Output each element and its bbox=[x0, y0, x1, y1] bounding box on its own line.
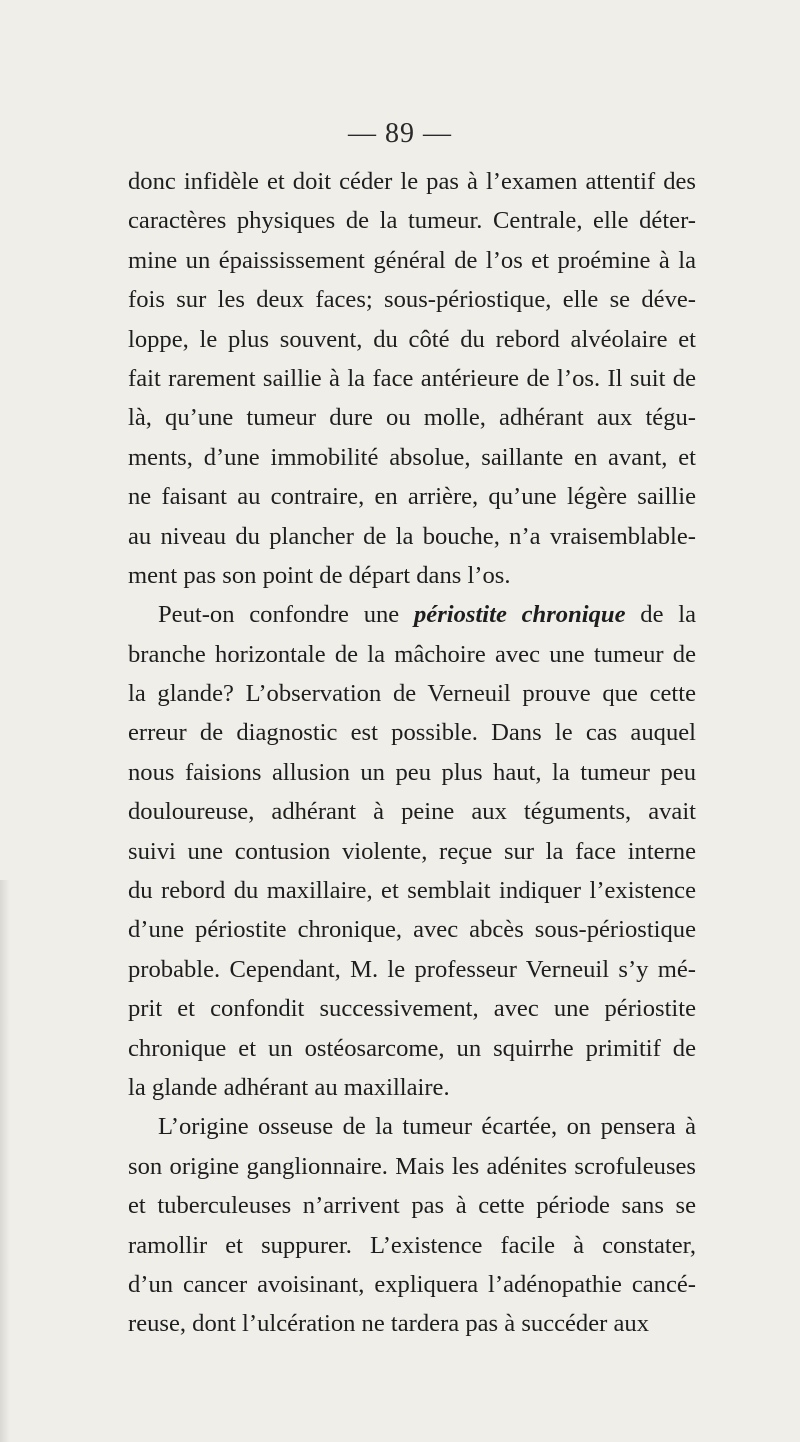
text-line bbox=[128, 1226, 696, 1265]
text-line bbox=[128, 792, 696, 831]
text-run: reuse, dont l’ulcération ne tardera pas à succéder aux bbox=[128, 1310, 649, 1338]
text-run: suivi une contusion violente, reçue sur la face interne bbox=[128, 837, 696, 865]
paragraph bbox=[128, 1107, 696, 1343]
text-line bbox=[128, 989, 696, 1028]
text-run: d’un cancer avoisinant, expliquera l’adénopathie cancé- bbox=[128, 1270, 696, 1298]
text-line bbox=[128, 753, 696, 792]
text-line bbox=[128, 1029, 696, 1068]
text-run: ments, d’une immobilité absolue, saillante en avant, et bbox=[128, 443, 696, 471]
text-run: ramollir et suppurer. L’existence facile à constater, bbox=[128, 1231, 696, 1259]
text-run: douloureuse, adhérant à peine aux téguments, avait bbox=[128, 798, 696, 826]
text-run: la glande adhérant au maxillaire. bbox=[128, 1073, 450, 1101]
text-line bbox=[128, 359, 696, 398]
text-run: caractères physiques de la tumeur. Centrale, elle déter- bbox=[128, 207, 696, 235]
text-line bbox=[128, 832, 696, 871]
text-line bbox=[128, 1107, 696, 1146]
text-line bbox=[128, 871, 696, 910]
text-line bbox=[128, 438, 696, 477]
paragraph bbox=[128, 595, 696, 1107]
text-run: Peut-on confondre une bbox=[158, 601, 414, 629]
paragraph bbox=[128, 162, 696, 595]
text-line bbox=[128, 910, 696, 949]
text-line bbox=[128, 241, 696, 280]
text-line bbox=[128, 320, 696, 359]
text-line bbox=[128, 1147, 696, 1186]
text-run: prit et confondit successivement, avec une périostite bbox=[128, 995, 696, 1023]
text-run: branche horizontale de la mâchoire avec une tumeur de bbox=[128, 640, 696, 668]
text-line bbox=[128, 595, 696, 634]
emphasized-term: périostite chronique bbox=[413, 601, 626, 629]
text-line bbox=[128, 713, 696, 752]
text-run: mine un épaississement général de l’os et proémine à la bbox=[128, 246, 696, 274]
text-run: de la bbox=[625, 601, 696, 629]
text-run: nous faisions allusion un peu plus haut, la tumeur peu bbox=[128, 758, 696, 786]
text-run: probable. Cependant, M. le professeur Verneuil s’y mé- bbox=[128, 955, 696, 983]
text-run: fait rarement saillie à la face antérieure de l’os. Il suit de bbox=[128, 364, 696, 392]
text-line bbox=[128, 635, 696, 674]
text-run: là, qu’une tumeur dure ou molle, adhérant aux tégu- bbox=[128, 404, 696, 432]
text-line bbox=[128, 280, 696, 319]
text-run: loppe, le plus souvent, du côté du rebord alvéolaire et bbox=[128, 325, 696, 353]
text-run: donc infidèle et doit céder le pas à l’examen attentif des bbox=[128, 168, 696, 195]
text-run: son origine ganglionnaire. Mais les adénites scrofuleuses bbox=[128, 1152, 696, 1180]
text-line bbox=[128, 556, 696, 595]
text-line bbox=[128, 201, 696, 240]
text-line bbox=[128, 1265, 696, 1304]
text-line bbox=[128, 1068, 696, 1107]
text-run: d’une périostite chronique, avec abcès sous-périostique bbox=[128, 916, 696, 944]
text-line bbox=[128, 162, 696, 201]
text-line bbox=[128, 674, 696, 713]
text-run: fois sur les deux faces; sous-périostique, elle se déve- bbox=[128, 286, 696, 314]
text-run: au niveau du plancher de la bouche, n’a vraisemblable- bbox=[128, 522, 696, 550]
text-line bbox=[128, 950, 696, 989]
text-run: chronique et un ostéosarcome, un squirrhe primitif de bbox=[128, 1034, 696, 1062]
text-run: et tuberculeuses n’arrivent pas à cette période sans se bbox=[128, 1192, 696, 1220]
text-run: du rebord du maxillaire, et semblait indiquer l’existence bbox=[128, 877, 696, 905]
text-line bbox=[128, 398, 696, 437]
body-text bbox=[128, 162, 696, 1344]
text-line bbox=[128, 1186, 696, 1225]
text-run: L’origine osseuse de la tumeur écartée, on pensera à bbox=[158, 1113, 696, 1141]
text-line bbox=[128, 477, 696, 516]
page-number: — 89 — bbox=[348, 118, 452, 149]
page-binding-shadow bbox=[0, 880, 10, 1442]
text-run: la glande? L’observation de Verneuil prouve que cette bbox=[128, 680, 696, 708]
text-run: erreur de diagnostic est possible. Dans le cas auquel bbox=[128, 719, 696, 747]
text-run: ne faisant au contraire, en arrière, qu’une légère saillie bbox=[128, 483, 696, 511]
text-line bbox=[128, 1304, 696, 1343]
text-run: ment pas son point de départ dans l’os. bbox=[128, 561, 511, 589]
text-line bbox=[128, 517, 696, 556]
